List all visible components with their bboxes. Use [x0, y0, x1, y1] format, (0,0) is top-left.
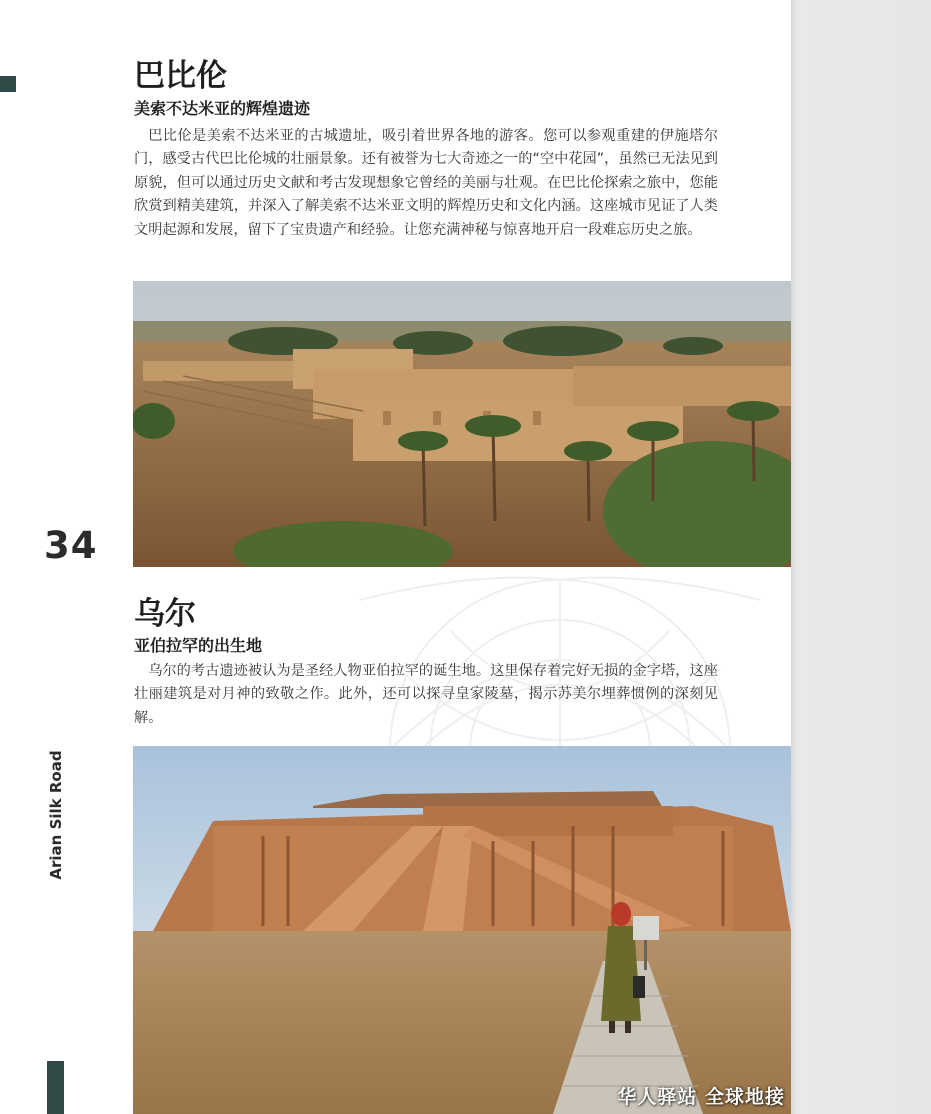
adjacent-page-edge	[791, 0, 931, 1114]
magazine-name-vertical: Arian Silk Road	[47, 750, 65, 880]
babylon-photo	[133, 281, 791, 567]
section-title-ur: 乌尔	[134, 596, 196, 632]
section-subtitle-ur: 亚伯拉罕的出生地	[134, 636, 263, 655]
section-subtitle-babylon: 美索不达米亚的辉煌遗迹	[134, 99, 311, 118]
ur-ziggurat-photo	[133, 746, 791, 1114]
section-body-babylon: 巴比伦是美索不达米亚的古城遗址，吸引着世界各地的游客。您可以参观重建的伊施塔尔门，感受古代巴比伦城的壮丽景象。还有被誉为七大奇迹之一的“空中花园”，虽然已无法见到原貌，但可以通过历史文献和考古发现想象它曾经的美丽与壮观。在巴比伦探索之旅中，您能欣赏到精美建筑，并深入了解美索不达米亚文明的辉煌历史和文化内涵。这座城市见证了人类文明起源和发展，留下了宝贵遗产和经验。让您充满神秘与惊喜地开启一段难忘历史之旅。	[134, 128, 718, 238]
accent-marker-top	[0, 76, 16, 92]
section-body-ur: 乌尔的考古遗迹被认为是圣经人物亚伯拉罕的诞生地。这里保存着完好无损的金字塔，这座壮丽建筑是对月神的致敬之作。此外，还可以探寻皇家陵墓，揭示苏美尔埋葬惯例的深刻见解。	[134, 663, 718, 726]
watermark-text: 华人驿站 全球地接	[617, 1086, 785, 1108]
page-number: 34	[44, 524, 98, 567]
section-title-babylon: 巴比伦	[134, 58, 227, 94]
accent-marker-bottom	[47, 1061, 64, 1114]
